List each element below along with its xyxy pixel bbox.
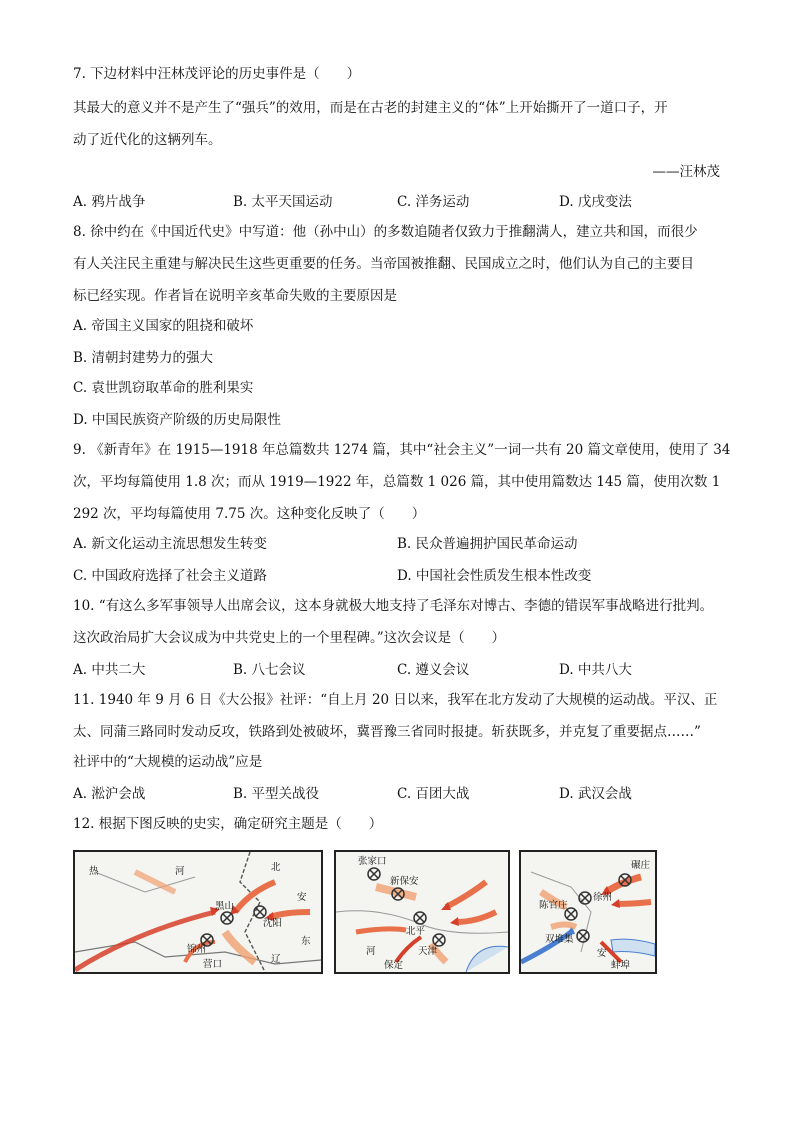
q11-stem-line-1: 11. 1940 年 9 月 6 日《大公报》社评：“自上月 20 日以来，我军在北方发动了大规模的运动战。平汉、正 (73, 692, 718, 708)
q8-option-a[interactable]: A. 帝国主义国家的阻挠和破坏 (73, 318, 254, 334)
map3-label-3: 蚌埠 (611, 960, 631, 971)
map3-label-2: 双堆集 (545, 934, 574, 945)
q11-stem-line-3: 社评中的“大规模的运动战”应是 (73, 754, 263, 770)
map-pingjin (334, 850, 510, 974)
q7-material-line-2: 动了近代化的这辆列车。 (73, 132, 222, 148)
map3-label-1: 陈官庄 (539, 900, 568, 911)
q9-stem-line-2: 次，平均每篇使用 1.8 次；而从 1919—1922 年，总篇数 1 026 篇，其中使用篇数达 145 篇，使用次数 1 (73, 474, 721, 490)
q10-option-b[interactable]: B. 八七会议 (233, 662, 306, 678)
q9-option-a[interactable]: A. 新文化运动主流思想发生转变 (73, 536, 267, 552)
map2-label-1: 新保安 (390, 876, 419, 887)
q9-stem-line-3: 292 次，平均每篇使用 7.75 次。这种变化反映了（ ） (73, 506, 426, 522)
q7-stem: 7. 下边材料中汪林茂评论的历史事件是（ ） (73, 66, 361, 82)
map2-label-5: 保定 (384, 960, 404, 971)
map1-label-7: 营口 (203, 959, 223, 970)
map1-label-3: 安 (297, 892, 307, 903)
q10-option-d[interactable]: D. 中共八大 (559, 662, 632, 678)
map1-label-4: 黑山 (215, 901, 235, 912)
q7-material-line-1: 其最大的意义并不是产生了“强兵”的效用，而是在古老的封建主义的“体”上开始撕开了一道口子，开 (73, 100, 668, 116)
map1-label-0: 热 (89, 866, 99, 877)
q11-stem-line-2: 太、同蒲三路同时发动反攻，铁路到处被破坏，冀晋豫三省同时报捷。斩获既多，并克复了重要据点……” (73, 724, 701, 740)
q9-option-b[interactable]: B. 民众普遍拥护国民革命运动 (397, 536, 578, 552)
map2-label-2: 北平 (406, 926, 426, 937)
q10-stem-line-1: 10. “有这么多军事领导人出席会议，这本身就极大地支持了毛泽东对博古、李德的错误军事战略进行批判。 (73, 598, 714, 614)
map-huaihai (519, 850, 657, 974)
q7-option-d[interactable]: D. 戊戌变法 (559, 194, 632, 210)
map1-label-1: 河 (175, 866, 185, 877)
q8-option-c[interactable]: C. 袁世凯窃取革命的胜利果实 (73, 380, 254, 396)
q10-option-a[interactable]: A. 中共二大 (73, 662, 146, 678)
map1-label-2: 北 (271, 862, 281, 873)
q9-option-d[interactable]: D. 中国社会性质发生根本性改变 (397, 568, 592, 584)
map1-label-8: 辽 (271, 954, 281, 965)
map2-label-3: 天津 (418, 946, 438, 957)
map1-label-6: 锦州 (187, 944, 207, 955)
q11-option-c[interactable]: C. 百团大战 (397, 786, 470, 802)
map1-label-9: 东 (301, 936, 311, 947)
q8-option-b[interactable]: B. 清朝封建势力的强大 (73, 350, 214, 366)
q9-option-c[interactable]: C. 中国政府选择了社会主义道路 (73, 568, 267, 584)
map2-label-4: 河 (366, 946, 376, 957)
map2-label-0: 张家口 (358, 856, 387, 867)
map3-label-4: 安 (597, 948, 607, 959)
q10-option-c[interactable]: C. 遵义会议 (397, 662, 470, 678)
q8-stem-line-1: 8. 徐中约在《中国近代史》中写道：他（孙中山）的多数追随者仅致力于推翻满人，建立共和国，而很少 (73, 224, 698, 240)
q12-stem: 12. 根据下图反映的史实，确定研究主题是（ ） (73, 816, 383, 832)
map1-label-5: 沈阳 (263, 918, 283, 929)
q8-option-d[interactable]: D. 中国民族资产阶级的历史局限性 (73, 412, 281, 428)
q8-stem-line-2: 有人关注民主重建与解决民生这些更重要的任务。当帝国被推翻、民国成立之时，他们认为自己的主要目 (73, 256, 694, 272)
q10-stem-line-2: 这次政治局扩大会议成为中共党史上的一个里程碑。”这次会议是（ ） (73, 630, 506, 646)
q9-stem-line-1: 9. 《新青年》在 1915—1918 年总篇数共 1274 篇，其中“社会主义”一词一共有 20 篇文章使用，使用了 34 (73, 442, 731, 458)
q11-option-b[interactable]: B. 平型关战役 (233, 786, 320, 802)
q7-option-b[interactable]: B. 太平天国运动 (233, 194, 333, 210)
q11-option-a[interactable]: A. 淞沪会战 (73, 786, 146, 802)
q7-option-c[interactable]: C. 洋务运动 (397, 194, 470, 210)
map-liaoshen (73, 850, 323, 974)
q7-option-a[interactable]: A. 鸦片战争 (73, 194, 146, 210)
q8-stem-line-3: 标已经实现。作者旨在说明辛亥革命失败的主要原因是 (73, 288, 397, 304)
map3-label-0: 徐州 (593, 892, 613, 903)
q7-attribution: ——汪林茂 (652, 164, 720, 180)
map3-label-5: 碾庄 (631, 860, 651, 871)
q11-option-d[interactable]: D. 武汉会战 (559, 786, 632, 802)
